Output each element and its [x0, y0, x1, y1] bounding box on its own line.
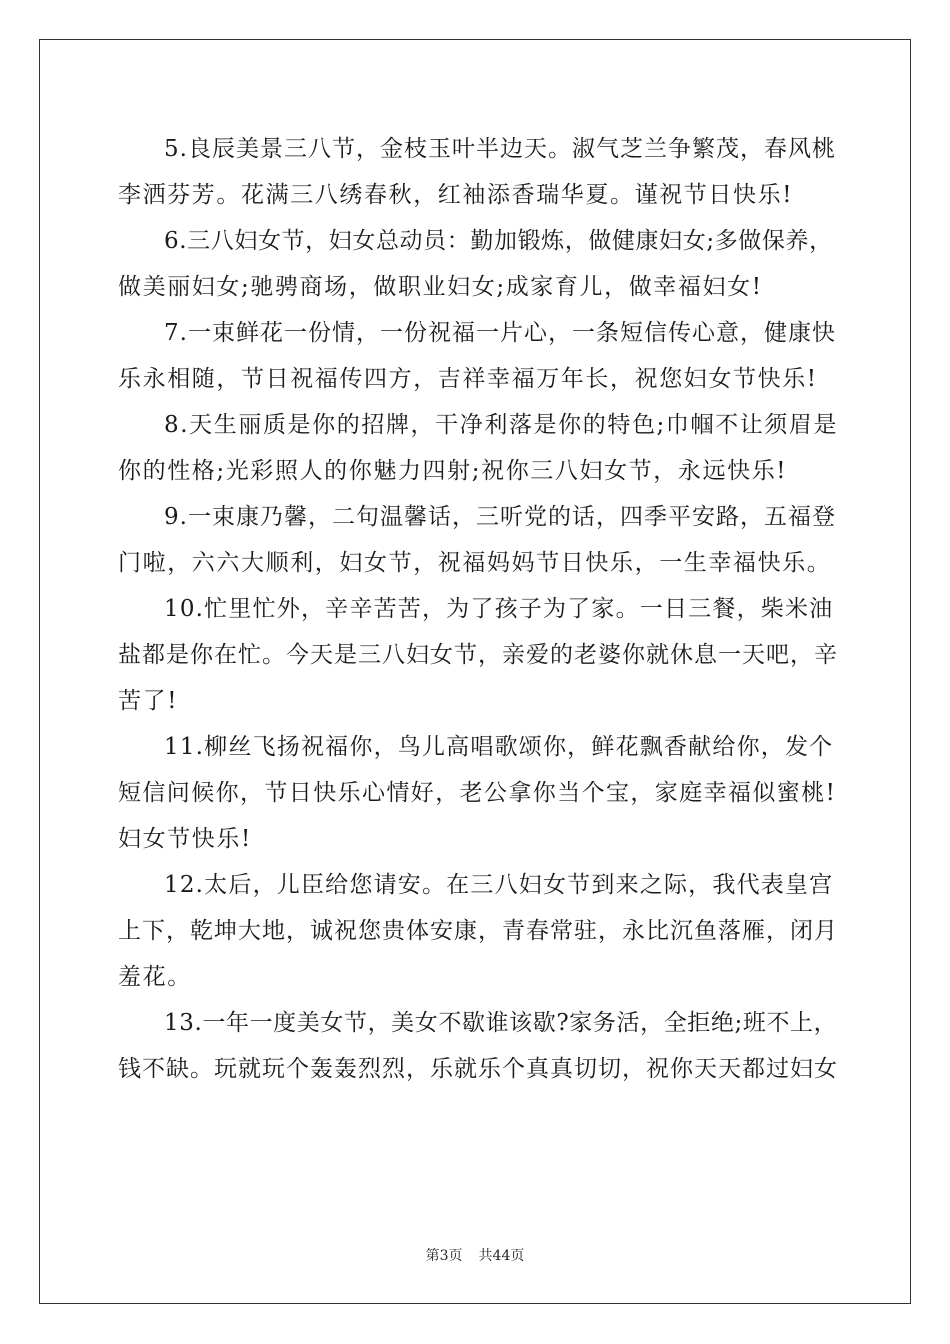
- paragraph-line: 5.良辰美景三八节，金枝玉叶半边天。淑气芝兰争繁茂，春风桃: [164, 136, 836, 162]
- paragraph-line: 门啦，六六大顺利，妇女节，祝福妈妈节日快乐，一生幸福快乐。: [118, 550, 832, 576]
- paragraph: [118, 494, 838, 586]
- paragraph: [118, 724, 838, 862]
- paragraph: [118, 402, 838, 494]
- paragraph-line: 上下，乾坤大地，诚祝您贵体安康，青春常驻，永比沉鱼落雁，闭月: [118, 918, 838, 944]
- paragraph-line: 13.一年一度美女节，美女不歇谁该歇?家务活，全拒绝;班不上，: [164, 1010, 838, 1036]
- paragraph-line: 6.三八妇女节，妇女总动员：勤加锻炼，做健康妇女;多做保养，: [164, 228, 833, 254]
- paragraph-line: 9.一束康乃馨，二句温馨话，三听党的话，四季平安路，五福登: [164, 504, 836, 530]
- paragraph-line: 盐都是你在忙。今天是三八妇女节，亲爱的老婆你就休息一天吧，辛: [118, 642, 838, 668]
- paragraph-line: 8.天生丽质是你的招牌，干净利落是你的特色;巾帼不让须眉是: [164, 412, 839, 438]
- paragraph: [118, 218, 838, 310]
- paragraph-line: 10.忙里忙外，辛辛苦苦，为了孩子为了家。一日三餐，柴米油: [164, 596, 834, 622]
- paragraph-line: 羞花。: [118, 964, 192, 990]
- paragraph: [118, 310, 838, 402]
- paragraph-line: 做美丽妇女;驰骋商场，做职业妇女;成家育儿，做幸福妇女!: [118, 274, 763, 300]
- page-footer: [0, 1245, 950, 1265]
- paragraph-line: 你的性格;光彩照人的你魅力四射;祝你三八妇女节，永远快乐!: [118, 458, 788, 484]
- page-number: 第3页: [425, 1248, 463, 1264]
- paragraph: [118, 126, 838, 218]
- document-body: [118, 126, 838, 1092]
- paragraph: [118, 862, 838, 1000]
- paragraph: [118, 1000, 838, 1092]
- paragraph-line: 短信问候你，节日快乐心情好，老公拿你当个宝，家庭幸福似蜜桃!: [118, 780, 837, 806]
- paragraph-line: 12.太后，儿臣给您请安。在三八妇女节到来之际，我代表皇宫: [164, 872, 834, 898]
- paragraph-line: 乐永相随，节日祝福传四方，吉祥幸福万年长，祝您妇女节快乐!: [118, 366, 818, 392]
- paragraph-line: 11.柳丝飞扬祝福你，鸟儿高唱歌颂你，鲜花飘香献给你，发个: [164, 734, 834, 760]
- paragraph-line: 李洒芬芳。花满三八绣春秋，红袖添香瑞华夏。谨祝节日快乐!: [118, 182, 794, 208]
- page-total: 共44页: [478, 1248, 525, 1264]
- paragraph-line: 苦了!: [118, 688, 179, 714]
- paragraph: [118, 586, 838, 724]
- paragraph-line: 7.一束鲜花一份情，一份祝福一片心，一条短信传心意，健康快: [164, 320, 836, 346]
- paragraph-line: 钱不缺。玩就玩个轰轰烈烈，乐就乐个真真切切，祝你天天都过妇女: [118, 1056, 838, 1082]
- paragraph-line: 妇女节快乐!: [118, 826, 252, 852]
